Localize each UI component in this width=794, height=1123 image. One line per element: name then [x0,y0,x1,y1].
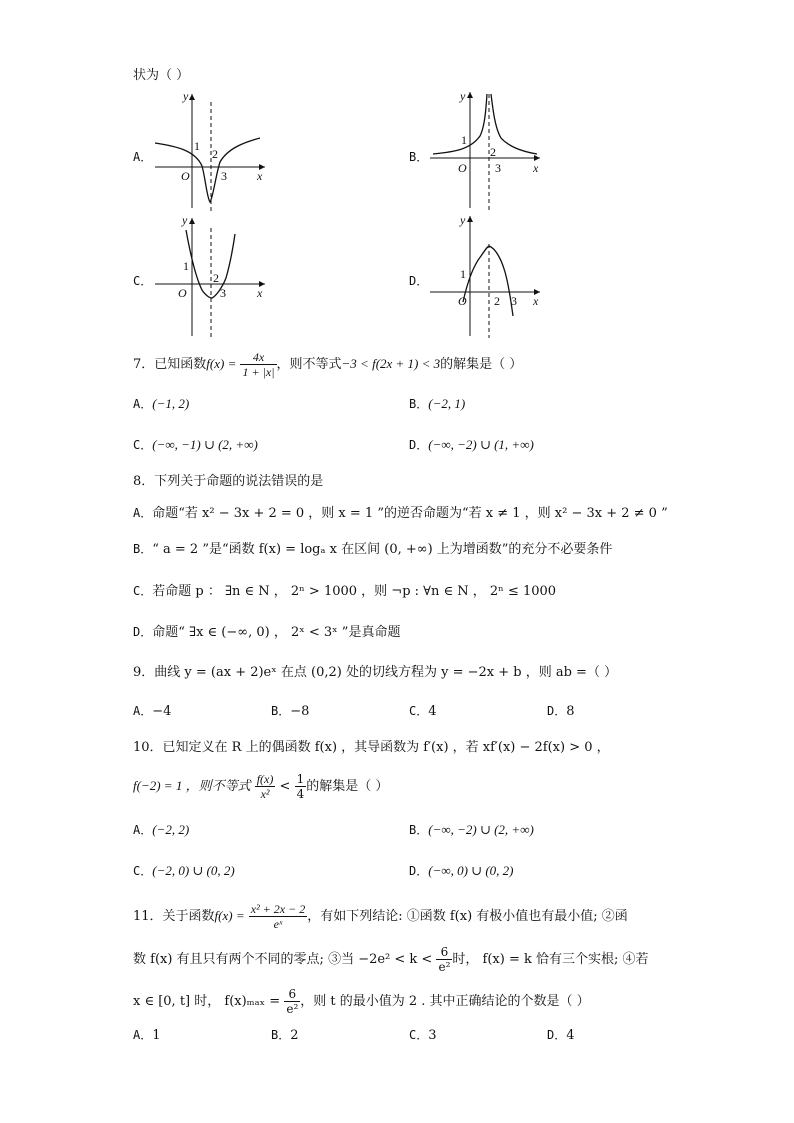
q6-b-xlabel: x [533,161,539,175]
q11-line3-a: x ∈ [0, t] 时， f(x)ₘₐₓ = [133,994,281,1009]
q10-option-a-text: (−2, 2) [152,822,190,837]
q10-option-d-label: D． [409,864,429,878]
q8-option-d-label: D． [133,625,153,639]
q6-b-ylabel: y [460,89,466,103]
q7-frac-den: 1 + |x| [242,365,275,379]
q8-option-b-text: “ a = 2 ”是“函数 f(x) = logₐ x 在区间 (0, +∞) 上为增函数”的充分不必要条件 [152,542,613,557]
q8-option-c-text: 若命题 p ： ∃n ∈ N ， 2ⁿ > 1000 ，则 ¬p : ∀n ∈ N ， 2ⁿ ≤ 1000 [152,584,557,599]
q8-option-b-label: B． [133,542,153,556]
q6-b-tick-3: 3 [495,161,501,175]
q6-c-tick-3: 3 [220,286,226,300]
q11-option-d-label: D． [547,1028,567,1042]
q11-stem-line1 [133,902,628,931]
q11-option-b-text: 2 [290,1028,299,1043]
q11-prefix: 11．关于函数 [133,909,215,924]
q9-option-d[interactable] [547,701,575,722]
q11-func: f(x) = [214,908,245,923]
q7-func: f(x) = [206,356,237,371]
q6-d-tick-2: 2 [494,294,500,308]
q10-fraction-1 [255,772,276,801]
q9-option-c-text: 4 [428,704,437,719]
q8-option-a[interactable] [133,503,668,524]
q11-option-d[interactable] [547,1025,575,1046]
q7-inequality: −3 < f(2x + 1) < 3 [341,356,441,371]
q6-d-ylabel: y [460,213,466,227]
q6-a-tick-3: 3 [221,169,227,183]
q10-stem2-prefix: f(−2) = 1 ，则不等式 [133,778,251,793]
q8-option-b[interactable] [133,539,612,560]
q10-option-b-label: B． [409,823,429,837]
q7-suffix: 的解集是（ ） [440,357,523,372]
q8-option-c-label: C． [133,584,153,598]
q6-c-tick-2: 2 [213,271,219,285]
q10-option-c-text: (−2, 0) ∪ (0, 2) [152,863,235,878]
q10-option-d-text: (−∞, 0) ∪ (0, 2) [428,863,514,878]
q11-frac3-den: e² [286,1002,299,1016]
q6-d-tick-3: 3 [511,294,517,308]
q7-option-d[interactable] [409,435,534,456]
q6-stem-tail: 状为（ ） [133,68,190,83]
q11-frac-num: x² + 2x − 2 [250,902,306,916]
q9-option-c[interactable] [409,701,437,722]
q7-option-b[interactable] [409,394,465,415]
q6-option-a-label[interactable]: A． [133,150,153,164]
q10-option-a[interactable] [133,820,189,841]
q11-frac2-den: e² [438,960,451,974]
q8-stem: 8．下列关于命题的说法错误的是 [133,474,324,489]
q11-frac2-num: 6 [436,945,452,960]
q8-option-a-label: A． [133,506,153,520]
q11-option-b-label: B． [271,1028,291,1042]
q11-option-d-text: 4 [566,1028,575,1043]
q11-fraction-2 [436,945,452,974]
q8-option-c[interactable] [133,581,556,602]
q6-option-b-label[interactable]: B． [409,150,429,164]
q9-option-b[interactable] [271,701,309,722]
q6-d-xlabel: x [533,294,539,308]
q11-option-a-label: A． [133,1028,153,1042]
q7-option-a[interactable] [133,394,189,415]
q11-fraction-3 [284,987,300,1016]
q10-stem2-suffix: 的解集是（ ） [306,779,389,794]
q6-option-d-label[interactable]: D． [409,274,429,288]
q10-stem-line1: 10．已知定义在 R 上的偶函数 f(x) ，其导函数为 f′(x) ，若 xf′(x) − 2f(x) > 0 ， [133,740,610,755]
q6-graph-a[interactable] [150,88,270,212]
q10-frac1-num: f(x) [256,772,274,786]
q6-a-origin: O [181,169,190,183]
q11-option-a-text: 1 [152,1028,161,1043]
q6-graph-d[interactable] [425,212,547,338]
q9-option-c-label: C． [409,704,429,718]
q11-option-b[interactable] [271,1025,299,1046]
q6-a-xlabel: x [257,169,263,183]
q7-option-a-text: (−1, 2) [152,396,190,411]
q10-option-c[interactable] [133,861,235,882]
q11-stem-line3 [133,987,590,1016]
q6-a-tick-2: 2 [212,147,218,161]
q9-stem: 9．曲线 y = (ax + 2)eˣ 在点 (0,2) 处的切线方程为 y = −2x + b ，则 ab =（ ） [133,665,618,680]
q10-lt: < [279,779,291,794]
q7-option-c-text: (−∞, −1) ∪ (2, +∞) [152,437,258,452]
q11-frac3-num: 6 [284,987,300,1002]
q10-frac2-den: 4 [296,787,305,801]
q11-fraction-1 [249,902,307,931]
q6-b-origin: O [458,161,467,175]
q6-graph-b[interactable] [425,88,547,212]
q6-c-origin: O [178,286,187,300]
q7-option-b-text: (−2, 1) [428,396,466,411]
q11-line2-b: 时， f(x) = k 恰有三个实根; ④若 [452,952,649,967]
q6-a-ylabel: y [183,89,189,103]
q8-option-d[interactable] [133,622,400,643]
q7-option-d-text: (−∞, −2) ∪ (1, +∞) [428,437,534,452]
q6-d-origin: O [458,294,467,308]
q11-option-c-text: 3 [428,1028,437,1043]
q6-c-ylabel: y [182,213,188,227]
q10-frac2-num: 1 [296,772,305,786]
q11-line2-a: 数 f(x) 有且只有两个不同的零点; ③当 −2e² < k < [133,952,433,967]
q7-option-d-label: D． [409,438,429,452]
q10-option-d[interactable] [409,861,513,882]
q6-option-c-label[interactable]: C． [133,274,153,288]
q7-stem [133,350,522,379]
q7-option-b-label: B． [409,397,429,411]
q11-option-a[interactable] [133,1025,161,1046]
q8-option-a-text: 命题“若 x² − 3x + 2 = 0 ，则 x = 1 ”的逆否命题为“若 x ≠ 1 ，则 x² − 3x + 2 ≠ 0 ” [152,506,668,521]
q9-option-b-label: B． [271,704,291,718]
q6-c-tick-1: 1 [183,259,189,273]
q7-option-c[interactable] [133,435,258,456]
q10-frac1-den: x² [260,787,270,801]
q6-a-tick-1: 1 [194,139,200,153]
q11-line3-b: ，则 t 的最小值为 2 . 其中正确结论的个数是（ ） [300,994,590,1009]
q10-option-a-label: A． [133,823,153,837]
q7-prefix: 7．已知函数 [133,357,207,372]
q11-frac-den: eˣ [273,917,283,931]
q11-option-c-label: C． [409,1028,429,1042]
q7-option-c-label: C． [133,438,153,452]
q9-option-d-text: 8 [566,704,575,719]
q6-c-xlabel: x [257,286,263,300]
q11-line1-suffix: ，有如下列结论: ①函数 f(x) 有极小值也有最小值; ②函 [307,909,628,924]
q6-b-tick-1: 1 [461,133,467,147]
q9-option-b-text: −8 [290,704,310,719]
q9-option-d-label: D． [547,704,567,718]
q9-option-a[interactable] [133,701,171,722]
q7-fraction [240,350,276,379]
q9-option-a-label: A． [133,704,153,718]
q11-option-c[interactable] [409,1025,437,1046]
q6-graph-c[interactable] [150,212,270,338]
q10-option-b-text: (−∞, −2) ∪ (2, +∞) [428,822,534,837]
q8-option-d-text: 命题“ ∃x ∈ (−∞, 0) ， 2ˣ < 3ˣ ”是真命题 [152,625,401,640]
q10-fraction-2 [295,772,307,801]
q6-d-tick-1: 1 [460,267,466,281]
q10-option-b[interactable] [409,820,534,841]
q11-stem-line2 [133,945,649,974]
q6-b-tick-2: 2 [490,145,496,159]
q7-frac-num: 4x [240,350,276,365]
q7-mid: ，则不等式 [276,357,342,372]
q10-option-c-label: C． [133,864,153,878]
q7-option-a-label: A． [133,397,153,411]
q10-stem-line2 [133,772,388,801]
q9-option-a-text: −4 [152,704,172,719]
